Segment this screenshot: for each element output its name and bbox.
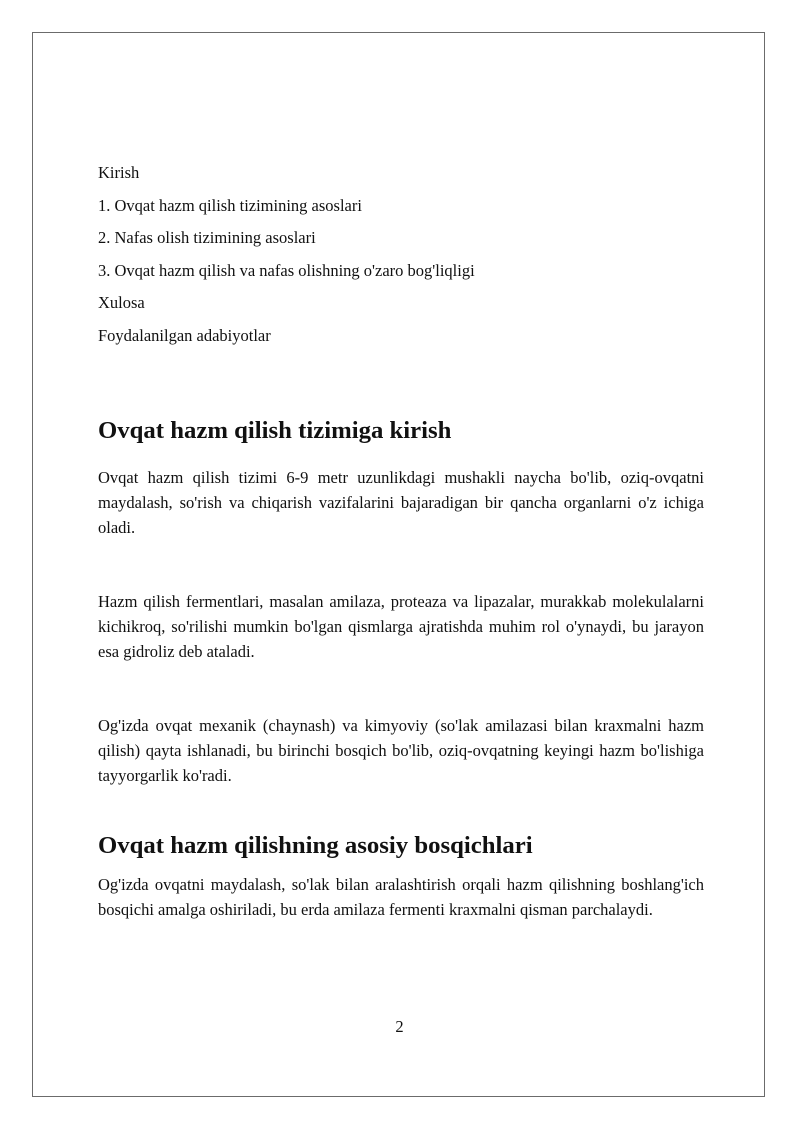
section-heading: Ovqat hazm qilish tizimiga kirish — [98, 417, 452, 444]
section-heading: Ovqat hazm qilishning asosiy bosqichlari — [98, 832, 533, 859]
toc-item-3: 3. Ovqat hazm qilish va nafas olishning o'zaro bog'liqligi — [98, 260, 475, 280]
toc-item-references: Foydalanilgan adabiyotlar — [98, 325, 271, 345]
paragraph: Ovqat hazm qilish tizimi 6-9 metr uzunlikdagi mushakli naycha bo'lib, oziq-ovqatni maydalash, so'rish va chiqarish vazifalarini bajaradigan bir qancha organlarni o'z ichiga oladi. — [98, 468, 704, 537]
paragraph: Hazm qilish fermentlari, masalan amilaza, proteaza va lipazalar, murakkab molekulalarni kichikroq, so'rilishi mumkin bo'lgan qismlarga ajratishda muhim rol o'ynaydi, bu jarayon esa gidroliz deb ataladi. — [98, 592, 704, 661]
document-page — [32, 32, 765, 1097]
page-content — [98, 161, 704, 922]
toc-item-conclusion: Xulosa — [98, 293, 145, 312]
toc-item-2: 2. Nafas olish tizimining asoslari — [98, 228, 316, 247]
paragraph: Og'izda ovqatni maydalash, so'lak bilan aralashtirish orqali hazm qilishning boshlang'ich bosqichi amalga oshiriladi, bu erda amilaza fermenti kraxmalni qisman parchalaydi. — [98, 875, 704, 919]
table-of-contents — [98, 161, 704, 356]
section-digestion-stages — [98, 834, 704, 922]
toc-item-1: 1. Ovqat hazm qilish tizimining asoslari — [98, 195, 362, 215]
page-number: 2 — [395, 1017, 404, 1036]
paragraph: Og'izda ovqat mexanik (chaynash) va kimyoviy (so'lak amilazasi bilan kraxmalni hazm qilish) qayta ishlanadi, bu birinchi bosqich bo'lib, oziq-ovqatning keyingi hazm bo'lishiga tayyorgarlik ko'radi. — [98, 716, 704, 785]
toc-item-intro: Kirish — [98, 163, 140, 182]
section-intro-digestion — [98, 419, 704, 788]
